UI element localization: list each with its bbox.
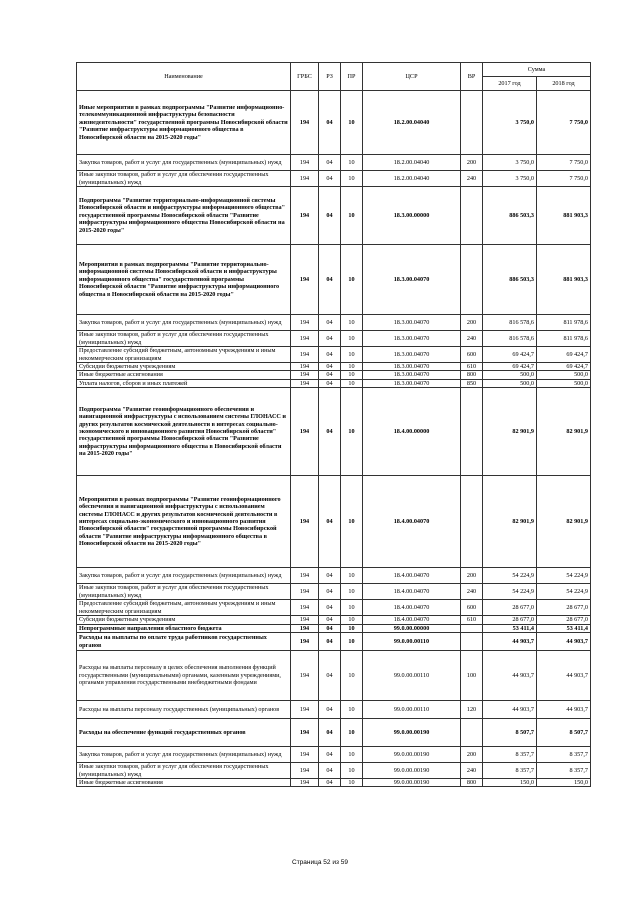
cell-vr: 200 — [461, 315, 483, 331]
cell-rz: 04 — [319, 600, 341, 616]
table-row — [77, 245, 591, 315]
cell-vr: 100 — [461, 651, 483, 701]
cell-vr: 610 — [461, 363, 483, 371]
cell-sum-2017: 3 750,0 — [483, 91, 537, 155]
cell-grbs: 194 — [291, 315, 319, 331]
cell-name: Уплата налогов, сборов и иных платежей — [77, 379, 291, 387]
table-row — [77, 187, 591, 245]
cell-grbs: 194 — [291, 719, 319, 747]
cell-sum-2018: 28 677,0 — [537, 600, 591, 616]
budget-table-container — [76, 62, 590, 787]
cell-grbs: 194 — [291, 701, 319, 719]
table-row — [77, 476, 591, 568]
cell-vr: 240 — [461, 331, 483, 347]
cell-csr: 18.2.00.04040 — [363, 171, 461, 187]
cell-sum-2018: 881 903,3 — [537, 245, 591, 315]
table-row — [77, 347, 591, 363]
cell-csr: 18.2.00.04040 — [363, 155, 461, 171]
table-row — [77, 616, 591, 624]
cell-csr: 99.0.00.00110 — [363, 633, 461, 651]
cell-sum-2017: 69 424,7 — [483, 347, 537, 363]
cell-vr: 600 — [461, 347, 483, 363]
cell-sum-2018: 8 357,7 — [537, 763, 591, 779]
cell-pr: 10 — [341, 363, 363, 371]
table-row — [77, 719, 591, 747]
cell-pr: 10 — [341, 155, 363, 171]
cell-pr: 10 — [341, 747, 363, 763]
cell-rz: 04 — [319, 388, 341, 476]
table-row — [77, 624, 591, 632]
cell-csr: 99.0.00.00000 — [363, 624, 461, 632]
cell-rz: 04 — [319, 91, 341, 155]
cell-grbs: 194 — [291, 371, 319, 379]
table-row — [77, 568, 591, 584]
cell-vr: 600 — [461, 600, 483, 616]
cell-sum-2017: 69 424,7 — [483, 363, 537, 371]
table-row — [77, 155, 591, 171]
table-row — [77, 633, 591, 651]
cell-name: Подпрограмма "Развитие территориально-информационной системы Новосибирской области и инфраструктуры информационного общества" государственной программы Новосибирской области "Развитие инфраструктуры информационного общества Новосибирской области на 2015-2020 годы" — [77, 187, 291, 245]
cell-sum-2017: 886 503,3 — [483, 187, 537, 245]
cell-sum-2017: 44 903,7 — [483, 701, 537, 719]
cell-sum-2017: 500,0 — [483, 379, 537, 387]
cell-rz: 04 — [319, 371, 341, 379]
cell-vr: 800 — [461, 371, 483, 379]
cell-rz: 04 — [319, 331, 341, 347]
cell-grbs: 194 — [291, 568, 319, 584]
cell-pr: 10 — [341, 371, 363, 379]
cell-name: Непрограммные направления областного бюджета — [77, 624, 291, 632]
cell-pr: 10 — [341, 616, 363, 624]
cell-sum-2018: 881 903,3 — [537, 187, 591, 245]
cell-grbs: 194 — [291, 584, 319, 600]
cell-grbs: 194 — [291, 763, 319, 779]
cell-rz: 04 — [319, 701, 341, 719]
page-number: Страница 52 из 59 — [292, 859, 348, 866]
table-row — [77, 331, 591, 347]
cell-vr — [461, 187, 483, 245]
cell-sum-2018: 150,0 — [537, 779, 591, 787]
cell-rz: 04 — [319, 155, 341, 171]
cell-name: Иные бюджетные ассигнования — [77, 371, 291, 379]
cell-pr: 10 — [341, 245, 363, 315]
cell-rz: 04 — [319, 363, 341, 371]
cell-rz: 04 — [319, 651, 341, 701]
header-csr: ЦСР — [363, 63, 461, 91]
cell-grbs: 194 — [291, 476, 319, 568]
cell-grbs: 194 — [291, 187, 319, 245]
cell-pr: 10 — [341, 388, 363, 476]
cell-rz: 04 — [319, 616, 341, 624]
cell-grbs: 194 — [291, 779, 319, 787]
cell-grbs: 194 — [291, 91, 319, 155]
table-row — [77, 371, 591, 379]
cell-name: Иные закупки товаров, работ и услуг для обеспечения государственных (муниципальных) нужд — [77, 171, 291, 187]
cell-grbs: 194 — [291, 600, 319, 616]
cell-sum-2018: 54 224,9 — [537, 584, 591, 600]
cell-name: Закупка товаров, работ и услуг для государственных (муниципальных) нужд — [77, 155, 291, 171]
table-row — [77, 388, 591, 476]
table-body — [77, 91, 591, 787]
cell-csr: 99.0.00.00190 — [363, 747, 461, 763]
cell-vr: 850 — [461, 379, 483, 387]
cell-vr — [461, 388, 483, 476]
header-sum: Сумма — [483, 63, 591, 77]
cell-name: Расходы на выплаты по оплате труда работников государственных органов — [77, 633, 291, 651]
cell-grbs: 194 — [291, 624, 319, 632]
cell-name: Иные закупки товаров, работ и услуг для обеспечения государственных (муниципальных) нужд — [77, 331, 291, 347]
cell-grbs: 194 — [291, 616, 319, 624]
cell-name: Иные бюджетные ассигнования — [77, 779, 291, 787]
cell-rz: 04 — [319, 187, 341, 245]
cell-sum-2017: 82 901,9 — [483, 388, 537, 476]
cell-name: Расходы на обеспечение функций государственных органов — [77, 719, 291, 747]
cell-vr: 120 — [461, 701, 483, 719]
cell-sum-2017: 82 901,9 — [483, 476, 537, 568]
cell-sum-2018: 44 903,7 — [537, 701, 591, 719]
cell-name: Иные закупки товаров, работ и услуг для обеспечения государственных (муниципальных) нужд — [77, 584, 291, 600]
cell-pr: 10 — [341, 624, 363, 632]
cell-sum-2018: 500,0 — [537, 371, 591, 379]
table-row — [77, 171, 591, 187]
cell-sum-2018: 7 750,0 — [537, 91, 591, 155]
cell-sum-2017: 886 503,3 — [483, 245, 537, 315]
cell-grbs: 194 — [291, 347, 319, 363]
cell-grbs: 194 — [291, 171, 319, 187]
cell-pr: 10 — [341, 171, 363, 187]
table-row — [77, 701, 591, 719]
cell-name: Закупка товаров, работ и услуг для государственных (муниципальных) нужд — [77, 315, 291, 331]
cell-pr: 10 — [341, 568, 363, 584]
cell-sum-2018: 8 357,7 — [537, 747, 591, 763]
table-row — [77, 747, 591, 763]
cell-rz: 04 — [319, 779, 341, 787]
cell-name: Закупка товаров, работ и услуг для государственных (муниципальных) нужд — [77, 568, 291, 584]
cell-pr: 10 — [341, 347, 363, 363]
header-grbs: ГРБС — [291, 63, 319, 91]
cell-csr: 18.3.00.04070 — [363, 315, 461, 331]
cell-vr: 200 — [461, 568, 483, 584]
cell-name: Подпрограмма "Развитие геоинформационного обеспечения и навигационной инфраструктуры с использованием системы ГЛОНАСС и других результатов космической деятельности в интересах социально-экономического и инновационного развития Новосибирской области" государственной программы Новосибирской области "Развитие инфраструктуры информационного общества в Новосибирской области на 2015-2020 годы" — [77, 388, 291, 476]
cell-sum-2018: 8 507,7 — [537, 719, 591, 747]
header-rz: РЗ — [319, 63, 341, 91]
cell-vr: 240 — [461, 763, 483, 779]
header-2018: 2018 год — [537, 77, 591, 91]
cell-grbs: 194 — [291, 388, 319, 476]
cell-sum-2018: 28 677,0 — [537, 616, 591, 624]
cell-name: Субсидии бюджетным учреждениям — [77, 363, 291, 371]
cell-vr — [461, 633, 483, 651]
cell-csr: 18.3.00.04070 — [363, 331, 461, 347]
cell-vr: 800 — [461, 779, 483, 787]
cell-sum-2017: 44 903,7 — [483, 651, 537, 701]
cell-rz: 04 — [319, 633, 341, 651]
cell-csr: 99.0.00.00190 — [363, 719, 461, 747]
table-row — [77, 779, 591, 787]
header-name: Наименование — [77, 63, 291, 91]
table-row — [77, 600, 591, 616]
cell-grbs: 194 — [291, 331, 319, 347]
cell-sum-2017: 44 903,7 — [483, 633, 537, 651]
cell-pr: 10 — [341, 476, 363, 568]
cell-sum-2017: 816 578,6 — [483, 315, 537, 331]
cell-sum-2018: 44 903,7 — [537, 633, 591, 651]
cell-sum-2017: 8 357,7 — [483, 747, 537, 763]
cell-sum-2017: 8 357,7 — [483, 763, 537, 779]
cell-sum-2018: 82 901,9 — [537, 388, 591, 476]
cell-pr: 10 — [341, 584, 363, 600]
cell-sum-2018: 82 901,9 — [537, 476, 591, 568]
cell-grbs: 194 — [291, 363, 319, 371]
cell-pr: 10 — [341, 600, 363, 616]
cell-csr: 18.2.00.04040 — [363, 91, 461, 155]
cell-rz: 04 — [319, 719, 341, 747]
cell-csr: 18.3.00.04070 — [363, 379, 461, 387]
cell-rz: 04 — [319, 379, 341, 387]
cell-rz: 04 — [319, 315, 341, 331]
cell-csr: 99.0.00.00110 — [363, 651, 461, 701]
cell-sum-2018: 7 750,0 — [537, 171, 591, 187]
table-row — [77, 379, 591, 387]
cell-vr — [461, 719, 483, 747]
cell-rz: 04 — [319, 763, 341, 779]
cell-sum-2018: 811 978,6 — [537, 315, 591, 331]
cell-csr: 18.3.00.04070 — [363, 363, 461, 371]
header-pr: ПР — [341, 63, 363, 91]
cell-csr: 18.3.00.00000 — [363, 187, 461, 245]
cell-sum-2017: 54 224,9 — [483, 584, 537, 600]
cell-csr: 18.3.00.04070 — [363, 245, 461, 315]
cell-pr: 10 — [341, 779, 363, 787]
cell-sum-2018: 54 224,9 — [537, 568, 591, 584]
cell-name: Мероприятия в рамках подпрограммы "Развитие территориально-информационной системы Новосибирской области и инфраструктуры информационного общества" государственной программы Новосибирской области "Развитие инфраструктуры информационного общества в Новосибирской области на 2015-2020 годы" — [77, 245, 291, 315]
cell-sum-2017: 150,0 — [483, 779, 537, 787]
table-row — [77, 91, 591, 155]
cell-vr — [461, 91, 483, 155]
cell-vr: 240 — [461, 584, 483, 600]
cell-csr: 18.4.00.04070 — [363, 568, 461, 584]
cell-sum-2017: 28 677,0 — [483, 616, 537, 624]
cell-vr: 200 — [461, 747, 483, 763]
cell-pr: 10 — [341, 331, 363, 347]
cell-grbs: 194 — [291, 155, 319, 171]
cell-csr: 18.4.00.00000 — [363, 388, 461, 476]
table-row — [77, 363, 591, 371]
cell-pr: 10 — [341, 633, 363, 651]
cell-vr: 610 — [461, 616, 483, 624]
cell-sum-2018: 811 978,6 — [537, 331, 591, 347]
cell-name: Расходы на выплаты персоналу государственных (муниципальных) органов — [77, 701, 291, 719]
cell-grbs: 194 — [291, 633, 319, 651]
cell-csr: 18.4.00.04070 — [363, 600, 461, 616]
table-row — [77, 763, 591, 779]
cell-rz: 04 — [319, 171, 341, 187]
cell-sum-2018: 44 903,7 — [537, 651, 591, 701]
cell-rz: 04 — [319, 624, 341, 632]
cell-vr — [461, 476, 483, 568]
cell-pr: 10 — [341, 91, 363, 155]
cell-rz: 04 — [319, 568, 341, 584]
cell-rz: 04 — [319, 245, 341, 315]
cell-csr: 18.4.00.04070 — [363, 476, 461, 568]
cell-rz: 04 — [319, 747, 341, 763]
cell-name: Иные мероприятия в рамках подпрограммы "Развитие информационно-телекоммуникационной инфраструктуры безопасности жизнедеятельности" государственной программы Новосибирской области "Развитие инфраструктуры информационного общества в Новосибирской области на 2015-2020 годы" — [77, 91, 291, 155]
cell-grbs: 194 — [291, 651, 319, 701]
cell-pr: 10 — [341, 379, 363, 387]
budget-table — [76, 62, 591, 787]
cell-sum-2017: 3 750,0 — [483, 155, 537, 171]
cell-vr — [461, 624, 483, 632]
cell-csr: 99.0.00.00190 — [363, 779, 461, 787]
cell-vr: 200 — [461, 155, 483, 171]
header-2017: 2017 год — [483, 77, 537, 91]
cell-sum-2017: 53 411,4 — [483, 624, 537, 632]
cell-pr: 10 — [341, 651, 363, 701]
cell-sum-2017: 816 578,6 — [483, 331, 537, 347]
cell-sum-2017: 3 750,0 — [483, 171, 537, 187]
cell-name: Иные закупки товаров, работ и услуг для обеспечения государственных (муниципальных) нужд — [77, 763, 291, 779]
cell-csr: 18.3.00.04070 — [363, 371, 461, 379]
table-row — [77, 315, 591, 331]
cell-csr: 18.4.00.04070 — [363, 616, 461, 624]
cell-sum-2018: 53 411,4 — [537, 624, 591, 632]
cell-vr — [461, 245, 483, 315]
cell-name: Субсидии бюджетным учреждениям — [77, 616, 291, 624]
cell-sum-2018: 69 424,7 — [537, 347, 591, 363]
cell-name: Мероприятия в рамках подпрограммы "Развитие геоинформационного обеспечения и навигационной инфраструктуры с использованием системы ГЛОНАСС и других результатов космической деятельности в интересах социально-экономического и инновационного развития Новосибирской области" государственной программы Новосибирской области "Развитие инфраструктуры информационного общества в Новосибирской области на 2015-2020 годы" — [77, 476, 291, 568]
cell-csr: 99.0.00.00110 — [363, 701, 461, 719]
cell-grbs: 194 — [291, 245, 319, 315]
cell-csr: 18.3.00.04070 — [363, 347, 461, 363]
cell-sum-2017: 54 224,9 — [483, 568, 537, 584]
cell-sum-2017: 8 507,7 — [483, 719, 537, 747]
cell-pr: 10 — [341, 187, 363, 245]
cell-sum-2018: 69 424,7 — [537, 363, 591, 371]
cell-rz: 04 — [319, 347, 341, 363]
cell-pr: 10 — [341, 315, 363, 331]
table-row — [77, 651, 591, 701]
cell-csr: 99.0.00.00190 — [363, 763, 461, 779]
cell-name: Расходы на выплаты персоналу в целях обеспечения выполнения функций государственными (муниципальными) органами, казенными учреждениями, органами управления государственными внебюджетными фондами — [77, 651, 291, 701]
cell-sum-2018: 7 750,0 — [537, 155, 591, 171]
cell-sum-2018: 500,0 — [537, 379, 591, 387]
cell-rz: 04 — [319, 476, 341, 568]
cell-rz: 04 — [319, 584, 341, 600]
cell-name: Предоставление субсидий бюджетным, автономным учреждениям и иным некоммерческим организациям — [77, 600, 291, 616]
cell-pr: 10 — [341, 763, 363, 779]
cell-name: Закупка товаров, работ и услуг для государственных (муниципальных) нужд — [77, 747, 291, 763]
header-vr: ВР — [461, 63, 483, 91]
cell-vr: 240 — [461, 171, 483, 187]
cell-csr: 18.4.00.04070 — [363, 584, 461, 600]
cell-pr: 10 — [341, 701, 363, 719]
cell-sum-2017: 500,0 — [483, 371, 537, 379]
cell-sum-2017: 28 677,0 — [483, 600, 537, 616]
table-row — [77, 584, 591, 600]
cell-pr: 10 — [341, 719, 363, 747]
cell-grbs: 194 — [291, 747, 319, 763]
cell-name: Предоставление субсидий бюджетным, автономным учреждениям и иным некоммерческим организациям — [77, 347, 291, 363]
cell-grbs: 194 — [291, 379, 319, 387]
